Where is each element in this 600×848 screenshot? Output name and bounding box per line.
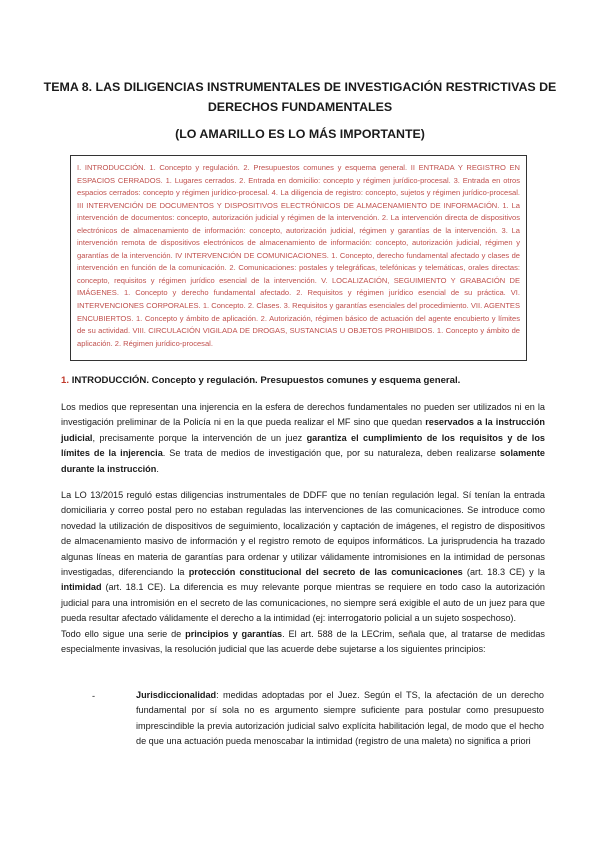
paragraph-1 [61,400,545,477]
table-of-contents: I. INTRODUCCIÓN. 1. Concepto y regulación. 2. Presupuestos comunes y esquema general. II ENTRADA Y REGISTRO EN ESPACIOS CERRADOS. 1. Lugares cerrados. 2. Entrada en domicilio: concepto y régimen jurídico-procesal. 3. Entrada en otros espacios cerrados: concepto y régimen jurídico-procesal. 4. La diligencia de registro: concepto, sujetos y régimen jurídico-procesal. III INTERVENCIÓN DE DOCUMENTOS Y DISPOSITIVOS ELECTRÓNICOS DE ALMACENAMIENTO DE INFORMACIÓN. 1. La intervención de documentos: concepto, autorización judicial y régimen de la intervención. 2. La intervención directa de dispositivos electrónicos de almacenamiento de información: concepto, autorización judicial, régimen y garantías de la intervención. 3. La intervención remota de dispositivos electrónicos de almacenamiento de información: concepto, autorización judicial, régimen y garantías de la intervención. IV INTERVENCIÓN DE COMUNICACIONES. 1. Concepto, derecho fundamental afectado y clases de intervención en función de la comunicación. 2. Comunicaciones: postales y telegráficas, telefónicas y telemáticas, orales directas: concepto, requisitos y régimen jurídico esencial de la intervención. V. LOCALIZACIÓN, SEGUIMIENTO Y GRABACIÓN DE IMÁGENES. 1. Concepto y derecho fundamental afectado. 2. Requisitos y régimen jurídico esencial de su práctica. VI. INTERVENCIONES CORPORALES. 1. Concepto. 2. Clases. 3. Requisitos y garantías esenciales del procedimiento. VII. AGENTES ENCUBIERTOS. 1. Concepto y ámbito de aplicación. 2. Autorización, régimen básico de actuación del agente encubierto y límites de su actividad. VIII. CIRCULACIÓN VIGILADA DE DROGAS, SUSTANCIAS U OBJETOS PROHIBIDOS. 1. Concepto y ámbito de aplicación. 2. Régimen jurídico-procesal. [70,155,527,361]
p2-bold-2: intimidad [61,582,102,593]
paragraph-2 [61,488,545,627]
p3-bold-1: principios y garantías [185,629,283,639]
section-title: INTRODUCCIÓN [71,375,147,386]
p3-text-a: Todo ello sigue una serie de [61,629,186,639]
p1-text-c: , precisamente porque la intervención de un juez [92,432,307,443]
document-title: TEMA 8. LAS DILIGENCIAS INSTRUMENTALES DE INVESTIGACIÓN RESTRICTIVAS DE DERECHOS FUNDAMENTALES [43,80,557,114]
bullet-paragraph [136,688,544,749]
document-subtitle: (LO AMARILLO ES LO MÁS IMPORTANTE) [175,127,425,141]
p1-text-d: . Se trata de medios de investigación que, por su naturaleza, deben realizarse [162,448,500,459]
section-number: 1. [61,375,70,386]
section-heading [61,374,460,388]
p1-bold-2: garantiza el cumplimiento de los requisitos y de los límites de la injerencia [61,432,545,459]
p1-text-e: . [156,463,159,474]
p2-text-c: (art. 18.3 CE) y la [462,567,545,578]
p3-text-c: . El art. 588 de la LECrim, señala que, al tratarse de medidas especialmente invasivas, la resolución judicial que las acuerde debe sujetarse a los siguientes principios: [61,629,545,655]
p1-text-a: Los medios que representan una injerencia en la esfera de derechos fundamentales no pueden ser utilizados ni en la investigación preliminar de la Policía ni en la que pueda realizar el MF sino que quedan [61,402,545,428]
p1-bold-1: reservados a la instrucción judicial [61,417,545,443]
bullet-marker: - [92,691,96,701]
p2-bold-1: protección constitucional del secreto de las comunicaciones [188,567,463,578]
paragraph-3 [61,627,545,658]
bullet-text: : medidas adoptadas por el Juez. Según el TS, la afectación de un derecho fundamental por sí sola no es argumento siempre suficiente para postular como presupuesto imprescindible la previa autorización judicial salvo explícita habilitación legal, de modo que el hecho de que una actuación pueda menoscabar la intimidad (registro de una maleta) no significa a priori [136,690,544,746]
p2-text-d: (art. 18.1 CE). La diferencia es muy relevante porque mientras se requiere en todo caso la autorización judicial para una intromisión en el secreto de las comunicaciones, no siempre será exigible el auto de un juez para que pueda resultar afectado válidamente el derecho a la intimidad (ej: interrogatorio policial a un sujeto sospechoso). [61,582,545,624]
bullet-bold: Jurisdiccionalidad [136,690,217,700]
p1-bold-3: solamente durante la instrucción [61,448,545,474]
p2-text-a: La LO 13/2015 reguló estas diligencias instrumentales de DDFF que no tenían regulación legal. Sí tenían la entrada domiciliaria y correo postal pero no estaban reguladas las intervenciones de las comunicaciones. Se introduce como novedad la utilización de dispositivos de seguimiento, localización y captación de imágenes, el registro de dispositivos de almacenamiento masivo de información y el registro remoto de equipos informáticos. La jurisprudencia ha trazado algunas líneas en materia de garantías para ordenar y utilizar válidamente intromisiones en la intimidad de personas investigadas, diferenciando la [61,490,545,578]
section-subtitle: . Concepto y regulación. Presupuestos comunes y esquema general. [146,375,461,386]
